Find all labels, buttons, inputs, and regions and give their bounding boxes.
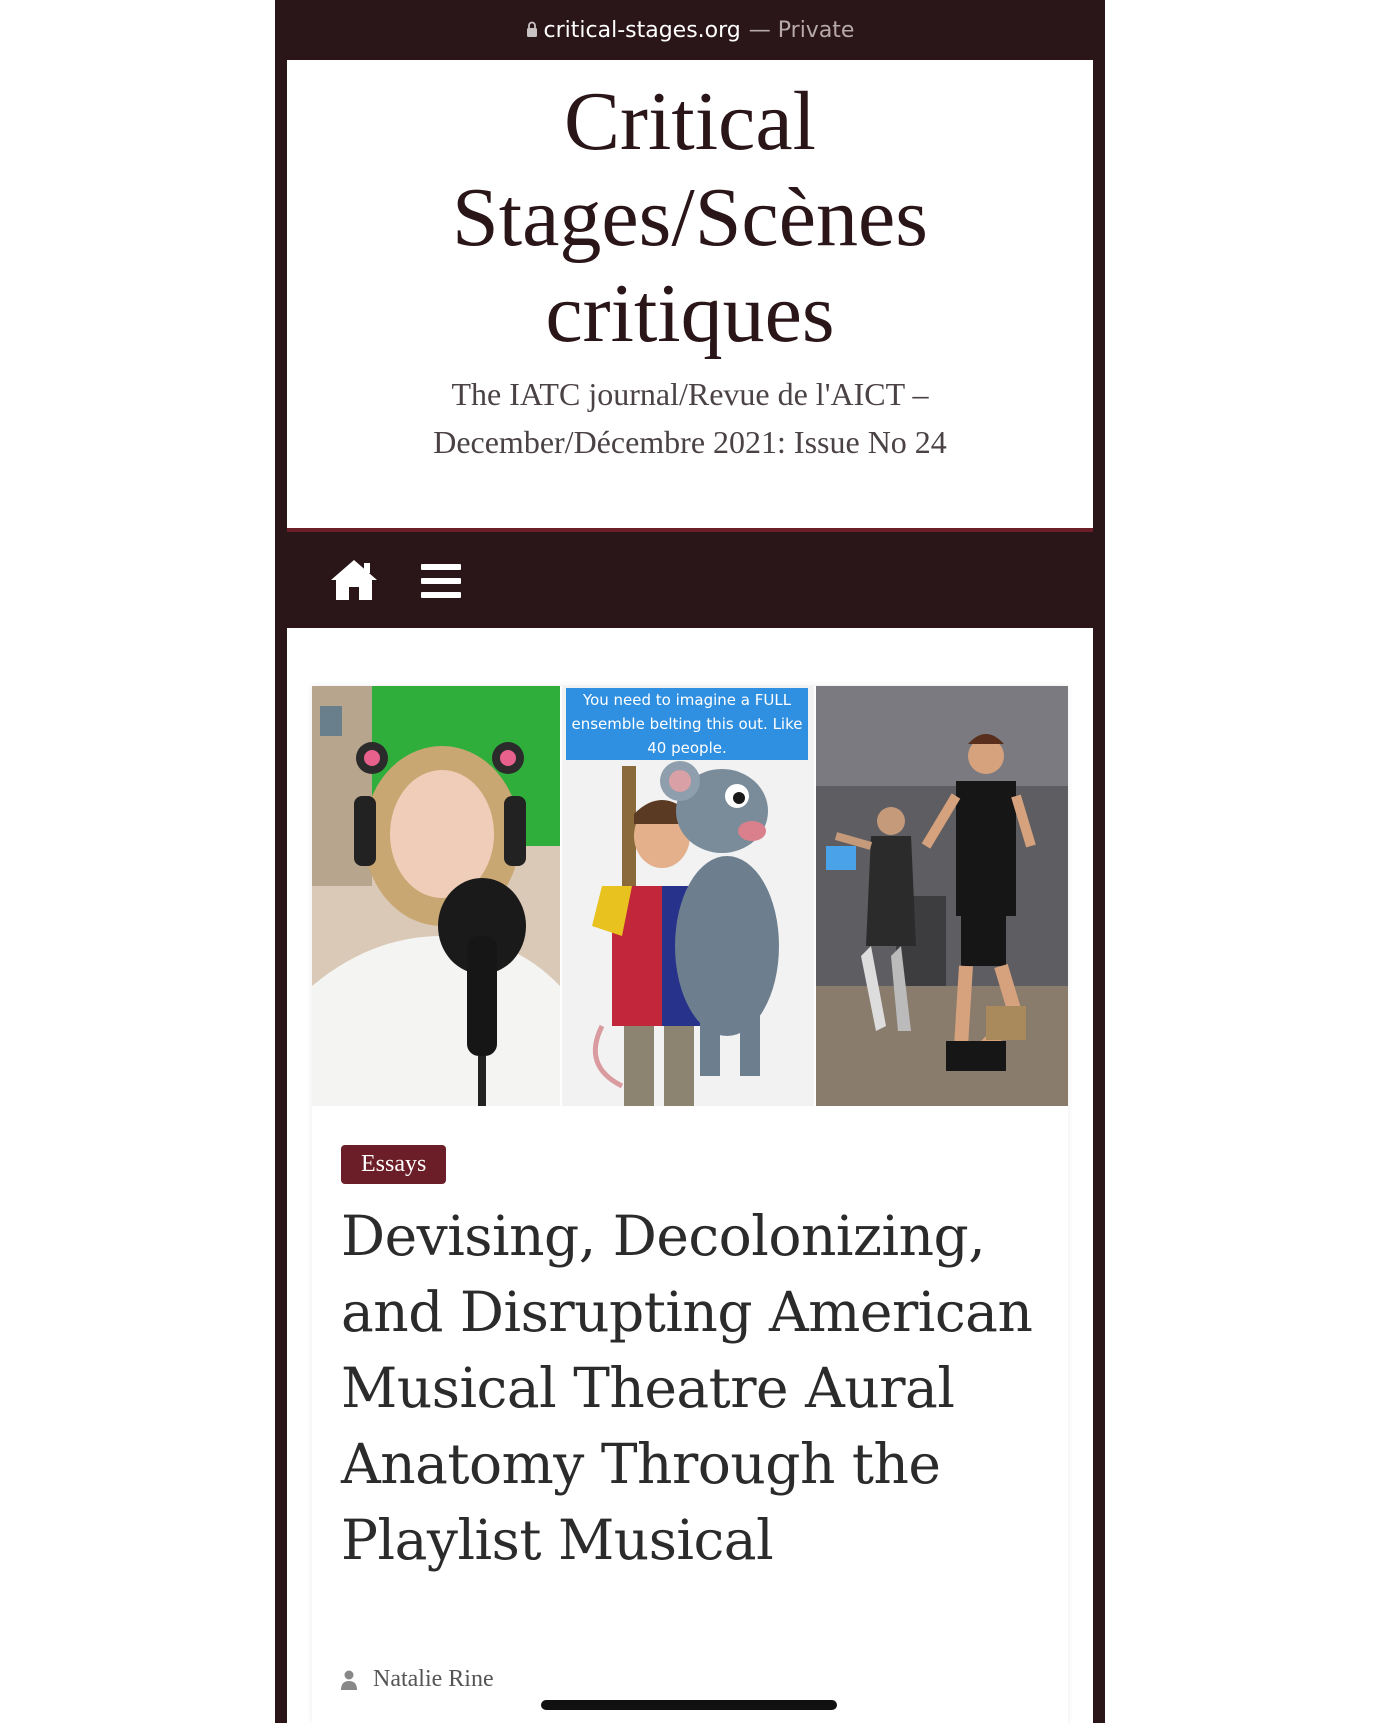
featured-image[interactable]: [312, 686, 1068, 1106]
main-content: [287, 628, 1093, 1723]
site-tagline: The IATC journal/Revue de l'AICT – December/Décembre 2021: Issue No 24: [433, 376, 947, 460]
image-panel-dancers: [816, 686, 1068, 1106]
site-title[interactable]: Critical Stages/Scènes critiques: [452, 75, 928, 360]
image-panel-singer: [312, 686, 560, 1106]
image-panel-rat: [562, 686, 814, 1106]
post-author: [341, 1666, 494, 1693]
category-badge[interactable]: Essays: [341, 1145, 446, 1184]
lock-icon: [526, 21, 538, 37]
home-icon[interactable]: [329, 558, 379, 602]
image-caption: You need to imagine a FULL ensemble belting this out. Like 40 people.: [566, 688, 808, 760]
user-icon: [341, 1670, 357, 1690]
author-name[interactable]: Natalie Rine: [373, 1666, 494, 1692]
url-text[interactable]: critical-stages.org: [543, 17, 741, 43]
address-bar[interactable]: [275, 0, 1105, 60]
post-card: [312, 686, 1068, 1723]
home-indicator[interactable]: [541, 1700, 837, 1710]
post-title[interactable]: Devising, Decolonizing, and Disrupting American Musical Theatre Aural Anatomy Through the Playlist Musical: [341, 1204, 1033, 1572]
url-separator: —: [748, 17, 778, 43]
private-mode-label: Private: [777, 17, 855, 43]
site-header: [287, 60, 1093, 532]
browser-frame: [275, 0, 1105, 1723]
hamburger-menu-icon[interactable]: [421, 564, 461, 598]
main-navigation: [275, 532, 1105, 628]
